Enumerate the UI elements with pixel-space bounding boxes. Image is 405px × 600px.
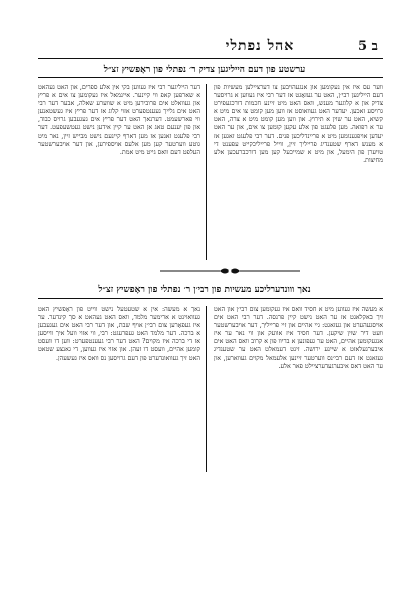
page-number: ב 5	[358, 39, 378, 54]
paragraph: דער הייליגער רבי איז געווען בקי אין אלע ספרים, און האט געהאט א שארפען קאפ ווי קיינער. איינמאל איז געקומען צו אים א פריץ און געוואלט אים פרובירען מיט א שווערע שאלה, אבער דער רבי האט אים גלייך געענטפערט אזוי קלוג אז דער פריץ איז געשטאנען ווי פארשעמט. דערנאך האט דער פריץ אים געגעבען גרויס כבוד, און פון יענעם טאג אן האט ער קיין אידען נישט געטשעפעט. דער רבי פלעגט זאגען אז מען דארף קיינעם נישט מבייש זיין, נאר מיט גוטע ווערטער קען מען אלעס אויספירען, און דער אויבערשטער העלפט דעם וואס גייט מיט אמת.	[38, 84, 200, 156]
ornament-divider	[160, 266, 300, 276]
header-rule	[38, 58, 383, 59]
text-column-left-2	[38, 306, 200, 472]
column-divider-1	[206, 84, 207, 260]
paragraph: א מעשה איז געווען מיט א חסיד וואס איז געקומען צום רבי׳ן און האט זיך באקלאגט אז ער האט נישט קיין פרנסה. דער רבי האט אים אויסגעהערט און געזאגט: גיי אהיים און זיי פרייליך, דער אויבערשטער וועט דיר שוין שיקען. דער חסיד איז אוועק און ווי נאר ער איז אנגעקומען אהיים, האט ער געפונען א בריוו פון א קרוב וואס האט אים איבערגעלאזט א שיינע ירושה. זינט דעמאלט האט ער שטענדיג געזאגט אז דעם רבי׳נס ווערטער זיינען אלעמאל מקוים געווארען, און ער האט דאס איבערגעדערציילט פאר אלע.	[214, 306, 383, 370]
section-heading-2: נאך ווונדערליכע מעשיות פון רבי׳ן ר׳ נפתלי פון ראָפשיץ זצ״ל	[98, 285, 311, 295]
paragraph: ווער עס איז אין נעקומען און אנגעהויבען צו דערציילען מעשיות פון דעם הייליגען רבי׳ן, האט ער געזאָגט אז דער רבי איז געווען א גרויסער צדיק און א קלוגער מענש, וואס האט מיט זיינע חכמות דורכגעפירט גרויסע זאכען. יעדער האט געוואוסט אז ווען מען קומט צו אים מיט א קשיא, האט ער שוין א תירוץ. און ווען מען קומט מיט א צרה, האט ער א רפואה. מען פלעגט פון אלע עקען קומען צו אים, און ער האט יעדען אויפגענומען מיט א פריינדליכען פנים. דער רבי פלעגט זאגען אז א מענש דארף שטענדיג פרייליך זיין, ווייל פרייליכקייט עפענט די טויערן פון הימעל, און מיט א שמייכעל קען מען דורכברעכען אלע מחיצות.	[214, 84, 383, 164]
text-column-left-1	[38, 84, 200, 260]
paragraph: נאך א מעשה: אין א שטעטעל נישט ווייט פון ראָפשיץ האט געוואוינט א ארימער מלמד, וואס האט געהאט א סך קינדער. ער איז געפאָרען צום רבי׳ן אויף שבת, און דער רבי האט אים געגעבען א ברכה. דער מלמד האט געפרעגט: רבי, ווי אזוי וועל איך ווייסען אז די ברכה איז מקוים? האט דער רבי געענטפערט: ווען דו וועסט קומען אהיים, וועסט דו זעהן. און אזוי איז געווען, די גאנצע שטאט האט זיך געוואונדערט פון דעם גרויסען נס וואס איז געשעהן.	[38, 306, 200, 362]
section-heading-1: ערשטע פון דעם הייליגען צדיק ר׳ נפתלי פון ראָפשיץ זצ״ל	[103, 65, 306, 75]
section-rule-1	[38, 77, 383, 78]
text-column-right-2	[214, 306, 383, 472]
column-divider-2	[206, 306, 207, 472]
page-title: אהל נפתלי	[225, 38, 295, 54]
section-rule-2	[38, 298, 383, 299]
text-column-right-1	[214, 84, 383, 260]
